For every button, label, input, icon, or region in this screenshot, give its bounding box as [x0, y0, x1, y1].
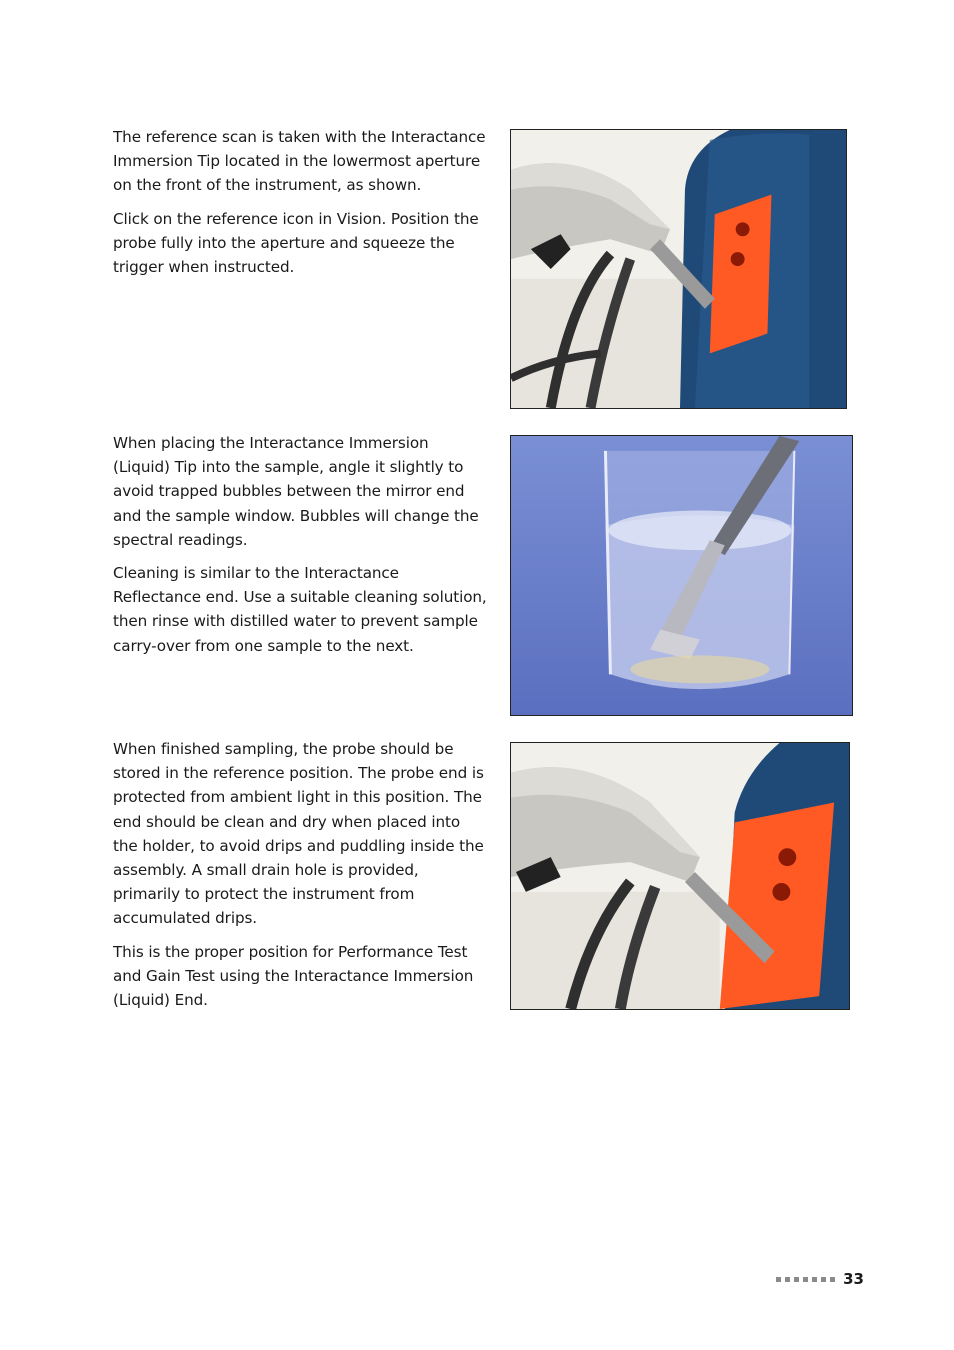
page-footer	[776, 1270, 864, 1288]
paragraph: Cleaning is similar to the Interactance Reflectance end. Use a suitable cleaning solution, then rinse with distilled water to prevent sample carry-over from one sample to the next.	[113, 564, 487, 655]
photo-probe-in-storage-position	[510, 742, 850, 1010]
photo-probe-in-reference-aperture	[510, 129, 847, 409]
paragraph: The reference scan is taken with the Interactance Immersion Tip located in the lowermost aperture on the front of the instrument, as shown.	[113, 128, 486, 195]
section-immersion-tip-placement	[113, 431, 488, 667]
section-reference-scan	[113, 125, 488, 288]
paragraph: This is the proper position for Performance Test and Gain Test using the Interactance Immersion (Liquid) End.	[113, 942, 474, 1010]
paragraph: Click on the reference icon in Vision. Position the probe fully into the aperture and squeeze the trigger when instructed.	[113, 209, 479, 277]
decorative-dots	[776, 1277, 835, 1282]
paragraph: When placing the Interactance Immersion (Liquid) Tip into the sample, angle it slightly to avoid trapped bubbles between the mirror end and the sample window. Bubbles will change the spectral readings.	[113, 434, 479, 549]
photo-probe-in-beaker	[510, 435, 853, 716]
page-number: 33	[843, 1270, 864, 1288]
paragraph: When finished sampling, the probe should be stored in the reference position. The probe end is protected from ambient light in this position. The end should be clean and dry when placed into the holder, to avoid drips and puddling inside the assembly. A small drain hole is provided, primarily to protect the instrument from accumulated drips.	[113, 740, 484, 928]
section-probe-storage	[113, 737, 488, 1021]
